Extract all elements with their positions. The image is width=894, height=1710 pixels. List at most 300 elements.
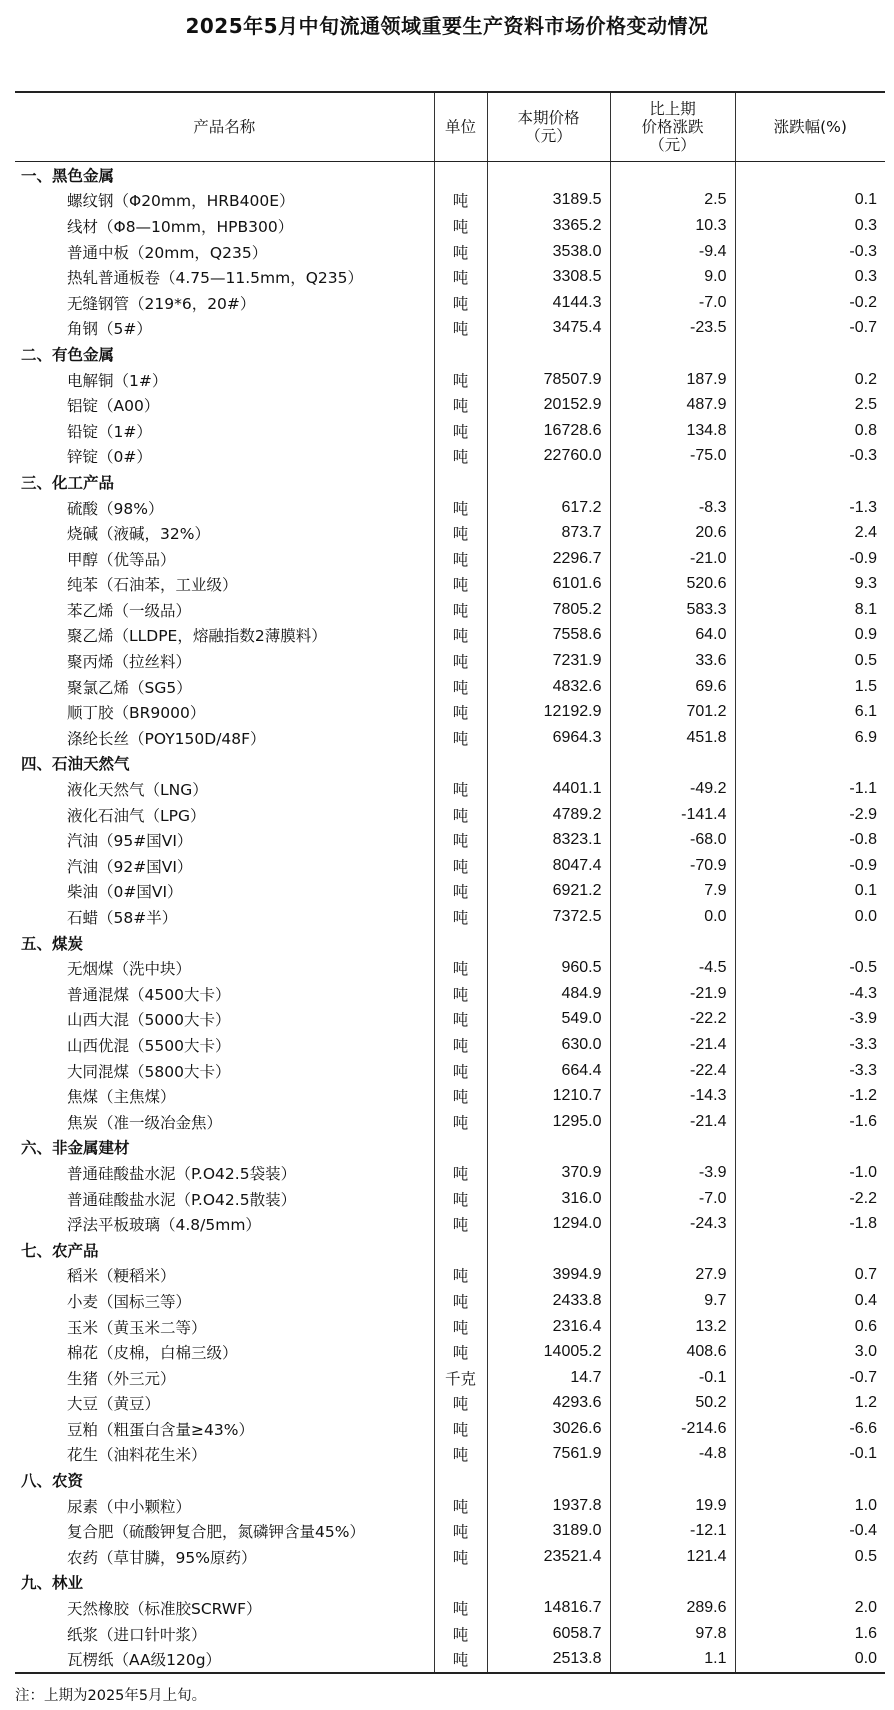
product-name: 浮法平板玻璃（4.8/5mm） — [67, 1216, 261, 1235]
unit-cell: 吨 — [434, 572, 487, 598]
product-name: 电解铜（1#） — [67, 371, 168, 390]
unit-cell: 吨 — [434, 495, 487, 521]
unit-cell: 吨 — [434, 1160, 487, 1186]
empty-cell — [735, 1237, 885, 1263]
unit-cell: 吨 — [434, 1339, 487, 1365]
pct-cell: -3.3 — [735, 1058, 885, 1084]
pct-cell: 6.1 — [735, 699, 885, 725]
header-change-line3: （元） — [649, 136, 696, 154]
product-name: 液化石油气（LPG） — [67, 806, 206, 825]
table-row — [15, 572, 885, 598]
change-cell: -7.0 — [610, 1186, 735, 1212]
unit-cell: 吨 — [434, 955, 487, 981]
empty-cell — [610, 162, 735, 188]
empty-cell — [434, 751, 487, 777]
table-row — [15, 367, 885, 393]
pct-cell: 0.2 — [735, 367, 885, 393]
price-cell: 1294.0 — [487, 1211, 610, 1237]
table-row — [15, 392, 885, 418]
product-name: 螺纹钢（Φ20mm，HRB400E） — [67, 192, 295, 211]
table-row — [15, 776, 885, 802]
price-cell: 6101.6 — [487, 572, 610, 598]
table-body — [15, 162, 885, 1674]
change-cell: -4.5 — [610, 955, 735, 981]
empty-cell — [735, 1467, 885, 1493]
change-cell: 1.1 — [610, 1646, 735, 1673]
product-name: 汽油（95#国VI） — [67, 832, 193, 851]
pct-cell: 0.0 — [735, 1646, 885, 1673]
price-cell: 3365.2 — [487, 213, 610, 239]
empty-cell — [735, 1570, 885, 1596]
header-product-name: 产品名称 — [15, 92, 434, 162]
category-label: 八、农资 — [21, 1472, 84, 1491]
unit-cell: 吨 — [434, 1109, 487, 1135]
change-cell: -14.3 — [610, 1083, 735, 1109]
pct-cell: -4.3 — [735, 981, 885, 1007]
price-cell: 3475.4 — [487, 316, 610, 342]
price-cell: 370.9 — [487, 1160, 610, 1186]
unit-cell: 吨 — [434, 1032, 487, 1058]
category-label: 四、石油天然气 — [21, 755, 130, 774]
unit-cell: 吨 — [434, 1263, 487, 1289]
table-row — [15, 444, 885, 470]
product-name: 玉米（黄玉米二等） — [67, 1318, 207, 1337]
unit-cell: 吨 — [434, 879, 487, 905]
product-name: 纸浆（进口针叶浆） — [67, 1625, 207, 1644]
price-cell: 4293.6 — [487, 1391, 610, 1417]
unit-cell: 吨 — [434, 1083, 487, 1109]
change-cell: 451.8 — [610, 725, 735, 751]
unit-cell: 吨 — [434, 623, 487, 649]
change-cell: 2.5 — [610, 188, 735, 214]
price-cell: 16728.6 — [487, 418, 610, 444]
change-cell: -21.4 — [610, 1032, 735, 1058]
pct-cell: -0.3 — [735, 239, 885, 265]
category-row — [15, 1467, 885, 1493]
price-cell: 14.7 — [487, 1365, 610, 1391]
product-name: 豆粕（粗蛋白含量≥43%） — [67, 1420, 254, 1439]
table-row — [15, 1646, 885, 1673]
product-name: 普通硅酸盐水泥（P.O42.5散装） — [67, 1190, 297, 1209]
product-name: 农药（草甘膦，95%原药） — [67, 1548, 257, 1567]
change-cell: -141.4 — [610, 802, 735, 828]
unit-cell: 吨 — [434, 392, 487, 418]
product-name: 铝锭（A00） — [67, 397, 160, 416]
empty-cell — [487, 751, 610, 777]
product-name: 花生（油料花生米） — [67, 1446, 207, 1465]
empty-cell — [735, 1135, 885, 1161]
header-change-line1: 比上期 — [649, 100, 696, 118]
price-cell: 4789.2 — [487, 802, 610, 828]
header-change — [610, 92, 735, 162]
change-cell: 64.0 — [610, 623, 735, 649]
product-name: 铅锭（1#） — [67, 422, 152, 441]
price-cell: 6964.3 — [487, 725, 610, 751]
pct-cell: -0.4 — [735, 1518, 885, 1544]
change-cell: 19.9 — [610, 1493, 735, 1519]
table-row — [15, 1032, 885, 1058]
product-name: 角钢（5#） — [67, 320, 152, 339]
table-row — [15, 1083, 885, 1109]
change-cell: 0.0 — [610, 904, 735, 930]
price-cell: 3026.6 — [487, 1416, 610, 1442]
product-name: 普通硅酸盐水泥（P.O42.5袋装） — [67, 1164, 297, 1183]
page-title: 2025年5月中旬流通领域重要生产资料市场价格变动情况 — [185, 14, 709, 38]
price-cell: 549.0 — [487, 1007, 610, 1033]
product-name: 柴油（0#国VI） — [67, 883, 183, 902]
unit-cell: 千克 — [434, 1365, 487, 1391]
empty-cell — [487, 162, 610, 188]
change-cell: 9.7 — [610, 1288, 735, 1314]
change-cell: 13.2 — [610, 1314, 735, 1340]
pct-cell: 0.5 — [735, 648, 885, 674]
product-name: 山西优混（5500大卡） — [67, 1036, 231, 1055]
table-row — [15, 827, 885, 853]
table-row — [15, 725, 885, 751]
empty-cell — [610, 1237, 735, 1263]
product-name: 尿素（中小颗粒） — [67, 1497, 192, 1516]
price-cell: 7558.6 — [487, 623, 610, 649]
pct-cell: -0.3 — [735, 444, 885, 470]
price-cell: 6921.2 — [487, 879, 610, 905]
empty-cell — [735, 930, 885, 956]
pct-cell: -0.9 — [735, 546, 885, 572]
table-row — [15, 623, 885, 649]
price-cell: 316.0 — [487, 1186, 610, 1212]
product-name: 山西大混（5000大卡） — [67, 1011, 231, 1030]
category-label: 五、煤炭 — [21, 934, 84, 953]
header-unit: 单位 — [434, 92, 487, 162]
pct-cell: -1.0 — [735, 1160, 885, 1186]
product-name: 汽油（92#国VI） — [67, 857, 193, 876]
product-name: 生猪（外三元） — [67, 1369, 176, 1388]
unit-cell: 吨 — [434, 904, 487, 930]
pct-cell: -2.2 — [735, 1186, 885, 1212]
table-row — [15, 495, 885, 521]
table-row — [15, 904, 885, 930]
unit-cell: 吨 — [434, 444, 487, 470]
price-cell: 1295.0 — [487, 1109, 610, 1135]
price-cell: 7805.2 — [487, 597, 610, 623]
product-name: 热轧普通板卷（4.75—11.5mm，Q235） — [67, 269, 364, 288]
pct-cell: 9.3 — [735, 572, 885, 598]
change-cell: -24.3 — [610, 1211, 735, 1237]
empty-cell — [735, 751, 885, 777]
unit-cell: 吨 — [434, 674, 487, 700]
category-row — [15, 469, 885, 495]
change-cell: -23.5 — [610, 316, 735, 342]
unit-cell: 吨 — [434, 1621, 487, 1647]
unit-cell: 吨 — [434, 1211, 487, 1237]
category-label: 九、林业 — [21, 1574, 84, 1593]
pct-cell: 0.0 — [735, 904, 885, 930]
pct-cell: 0.3 — [735, 264, 885, 290]
table-row — [15, 802, 885, 828]
table-row — [15, 290, 885, 316]
category-row — [15, 1237, 885, 1263]
product-name: 焦炭（准一级冶金焦） — [67, 1113, 223, 1132]
category-row — [15, 1135, 885, 1161]
change-cell: -4.8 — [610, 1442, 735, 1468]
empty-cell — [487, 1570, 610, 1596]
price-cell: 960.5 — [487, 955, 610, 981]
product-name: 大豆（黄豆） — [67, 1395, 161, 1414]
pct-cell: 1.5 — [735, 674, 885, 700]
change-cell: 187.9 — [610, 367, 735, 393]
empty-cell — [434, 341, 487, 367]
change-cell: -22.2 — [610, 1007, 735, 1033]
empty-cell — [487, 1467, 610, 1493]
change-cell: -68.0 — [610, 827, 735, 853]
product-name: 普通混煤（4500大卡） — [67, 985, 231, 1004]
change-cell: 487.9 — [610, 392, 735, 418]
pct-cell: 2.5 — [735, 392, 885, 418]
header-price-line2: （元） — [525, 127, 572, 145]
table-row — [15, 1160, 885, 1186]
unit-cell: 吨 — [434, 239, 487, 265]
product-name: 聚乙烯（LLDPE，熔融指数2薄膜料） — [67, 627, 327, 646]
empty-cell — [610, 1570, 735, 1596]
change-cell: 583.3 — [610, 597, 735, 623]
category-row — [15, 751, 885, 777]
unit-cell: 吨 — [434, 1518, 487, 1544]
product-name: 普通中板（20mm，Q235） — [67, 243, 268, 262]
price-cell: 14005.2 — [487, 1339, 610, 1365]
product-name: 棉花（皮棉，白棉三级） — [67, 1344, 238, 1363]
category-row — [15, 1570, 885, 1596]
unit-cell: 吨 — [434, 1544, 487, 1570]
change-cell: -9.4 — [610, 239, 735, 265]
empty-cell — [487, 1135, 610, 1161]
change-cell: -12.1 — [610, 1518, 735, 1544]
table-row — [15, 418, 885, 444]
price-cell: 4144.3 — [487, 290, 610, 316]
pct-cell: -6.6 — [735, 1416, 885, 1442]
change-cell: -75.0 — [610, 444, 735, 470]
pct-cell: 0.8 — [735, 418, 885, 444]
table-row — [15, 1621, 885, 1647]
table-header-row — [15, 92, 885, 162]
table-row — [15, 879, 885, 905]
table-row — [15, 1288, 885, 1314]
table-row — [15, 981, 885, 1007]
product-name: 顺丁胶（BR9000） — [67, 704, 206, 723]
change-cell: -7.0 — [610, 290, 735, 316]
price-cell: 664.4 — [487, 1058, 610, 1084]
change-cell: -8.3 — [610, 495, 735, 521]
price-cell: 873.7 — [487, 520, 610, 546]
unit-cell: 吨 — [434, 648, 487, 674]
table-row — [15, 955, 885, 981]
category-label: 三、化工产品 — [21, 473, 115, 492]
pct-cell: -0.2 — [735, 290, 885, 316]
table-row — [15, 1365, 885, 1391]
pct-cell: -3.9 — [735, 1007, 885, 1033]
change-cell: -21.9 — [610, 981, 735, 1007]
empty-cell — [610, 341, 735, 367]
change-cell: 50.2 — [610, 1391, 735, 1417]
change-cell: 97.8 — [610, 1621, 735, 1647]
unit-cell: 吨 — [434, 1314, 487, 1340]
unit-cell: 吨 — [434, 1595, 487, 1621]
unit-cell: 吨 — [434, 1391, 487, 1417]
change-cell: -22.4 — [610, 1058, 735, 1084]
price-cell: 3308.5 — [487, 264, 610, 290]
pct-cell: 0.1 — [735, 188, 885, 214]
price-cell: 22760.0 — [487, 444, 610, 470]
product-name: 大同混煤（5800大卡） — [67, 1062, 231, 1081]
price-cell: 14816.7 — [487, 1595, 610, 1621]
price-cell: 630.0 — [487, 1032, 610, 1058]
pct-cell: -0.9 — [735, 853, 885, 879]
table-row — [15, 520, 885, 546]
change-cell: -214.6 — [610, 1416, 735, 1442]
empty-cell — [487, 930, 610, 956]
pct-cell: 0.7 — [735, 1263, 885, 1289]
table-row — [15, 239, 885, 265]
unit-cell: 吨 — [434, 1186, 487, 1212]
table-row — [15, 1109, 885, 1135]
change-cell: 9.0 — [610, 264, 735, 290]
unit-cell: 吨 — [434, 213, 487, 239]
change-cell: 121.4 — [610, 1544, 735, 1570]
price-cell: 1210.7 — [487, 1083, 610, 1109]
table-row — [15, 188, 885, 214]
table-row — [15, 1211, 885, 1237]
empty-cell — [434, 930, 487, 956]
table-row — [15, 648, 885, 674]
pct-cell: 0.3 — [735, 213, 885, 239]
category-label: 一、黑色金属 — [21, 166, 115, 185]
change-cell: 134.8 — [610, 418, 735, 444]
product-name: 无缝钢管（219*6，20#） — [67, 294, 256, 313]
product-name: 纯苯（石油苯，工业级） — [67, 576, 238, 595]
empty-cell — [434, 1237, 487, 1263]
product-name: 烧碱（液碱，32%） — [67, 525, 210, 544]
table-row — [15, 699, 885, 725]
unit-cell: 吨 — [434, 418, 487, 444]
table-row — [15, 1263, 885, 1289]
price-table — [15, 91, 885, 1674]
price-cell: 7372.5 — [487, 904, 610, 930]
table-row — [15, 213, 885, 239]
table-row — [15, 1442, 885, 1468]
change-cell: 69.6 — [610, 674, 735, 700]
empty-cell — [434, 1135, 487, 1161]
unit-cell: 吨 — [434, 725, 487, 751]
pct-cell: 0.6 — [735, 1314, 885, 1340]
pct-cell: 3.0 — [735, 1339, 885, 1365]
change-cell: 701.2 — [610, 699, 735, 725]
product-name: 涤纶长丝（POY150D/48F） — [67, 729, 266, 748]
empty-cell — [610, 930, 735, 956]
price-cell: 4832.6 — [487, 674, 610, 700]
table-row — [15, 1416, 885, 1442]
product-name: 聚丙烯（拉丝料） — [67, 653, 192, 672]
empty-cell — [735, 469, 885, 495]
product-name: 天然橡胶（标准胶SCRWF） — [67, 1600, 262, 1619]
pct-cell: 0.4 — [735, 1288, 885, 1314]
price-cell: 617.2 — [487, 495, 610, 521]
table-row — [15, 1007, 885, 1033]
empty-cell — [434, 162, 487, 188]
price-cell: 7231.9 — [487, 648, 610, 674]
product-name: 聚氯乙烯（SG5） — [67, 678, 192, 697]
table-row — [15, 1339, 885, 1365]
price-cell: 2513.8 — [487, 1646, 610, 1673]
empty-cell — [434, 469, 487, 495]
product-name: 无烟煤（洗中块） — [67, 960, 192, 979]
price-cell: 2433.8 — [487, 1288, 610, 1314]
product-name: 锌锭（0#） — [67, 448, 152, 467]
change-cell: 10.3 — [610, 213, 735, 239]
pct-cell: -1.1 — [735, 776, 885, 802]
change-cell: -21.4 — [610, 1109, 735, 1135]
unit-cell: 吨 — [434, 776, 487, 802]
pct-cell: -1.8 — [735, 1211, 885, 1237]
pct-cell: -1.6 — [735, 1109, 885, 1135]
pct-cell: -1.3 — [735, 495, 885, 521]
pct-cell: 1.2 — [735, 1391, 885, 1417]
pct-cell: 0.1 — [735, 879, 885, 905]
empty-cell — [735, 341, 885, 367]
unit-cell: 吨 — [434, 1007, 487, 1033]
table-row — [15, 1544, 885, 1570]
price-cell: 484.9 — [487, 981, 610, 1007]
price-cell: 3189.5 — [487, 188, 610, 214]
price-cell: 2296.7 — [487, 546, 610, 572]
category-row — [15, 162, 885, 188]
unit-cell: 吨 — [434, 316, 487, 342]
unit-cell: 吨 — [434, 188, 487, 214]
price-cell: 20152.9 — [487, 392, 610, 418]
pct-cell: 2.0 — [735, 1595, 885, 1621]
unit-cell: 吨 — [434, 802, 487, 828]
empty-cell — [487, 1237, 610, 1263]
empty-cell — [610, 469, 735, 495]
price-cell: 78507.9 — [487, 367, 610, 393]
price-cell: 2316.4 — [487, 1314, 610, 1340]
change-cell: -21.0 — [610, 546, 735, 572]
change-cell: 27.9 — [610, 1263, 735, 1289]
unit-cell: 吨 — [434, 546, 487, 572]
change-cell: 7.9 — [610, 879, 735, 905]
price-cell: 3189.0 — [487, 1518, 610, 1544]
pct-cell: 0.9 — [735, 623, 885, 649]
header-price — [487, 92, 610, 162]
pct-cell: -2.9 — [735, 802, 885, 828]
product-name: 线材（Φ8—10mm，HPB300） — [67, 217, 294, 236]
empty-cell — [735, 162, 885, 188]
product-name: 瓦楞纸（AA级120g） — [15, 1646, 434, 1673]
table-row — [15, 316, 885, 342]
pct-cell: 0.5 — [735, 1544, 885, 1570]
empty-cell — [434, 1570, 487, 1596]
price-cell: 7561.9 — [487, 1442, 610, 1468]
pct-cell: -3.3 — [735, 1032, 885, 1058]
unit-cell: 吨 — [434, 1442, 487, 1468]
change-cell: -49.2 — [610, 776, 735, 802]
pct-cell: -0.1 — [735, 1442, 885, 1468]
header-pct: 涨跌幅(%) — [735, 92, 885, 162]
header-price-line1: 本期价格 — [517, 109, 580, 127]
unit-cell: 吨 — [434, 981, 487, 1007]
pct-cell: -0.7 — [735, 1365, 885, 1391]
unit-cell: 吨 — [434, 699, 487, 725]
product-name: 甲醇（优等品） — [67, 550, 176, 569]
unit-cell: 吨 — [434, 597, 487, 623]
table-row — [15, 264, 885, 290]
